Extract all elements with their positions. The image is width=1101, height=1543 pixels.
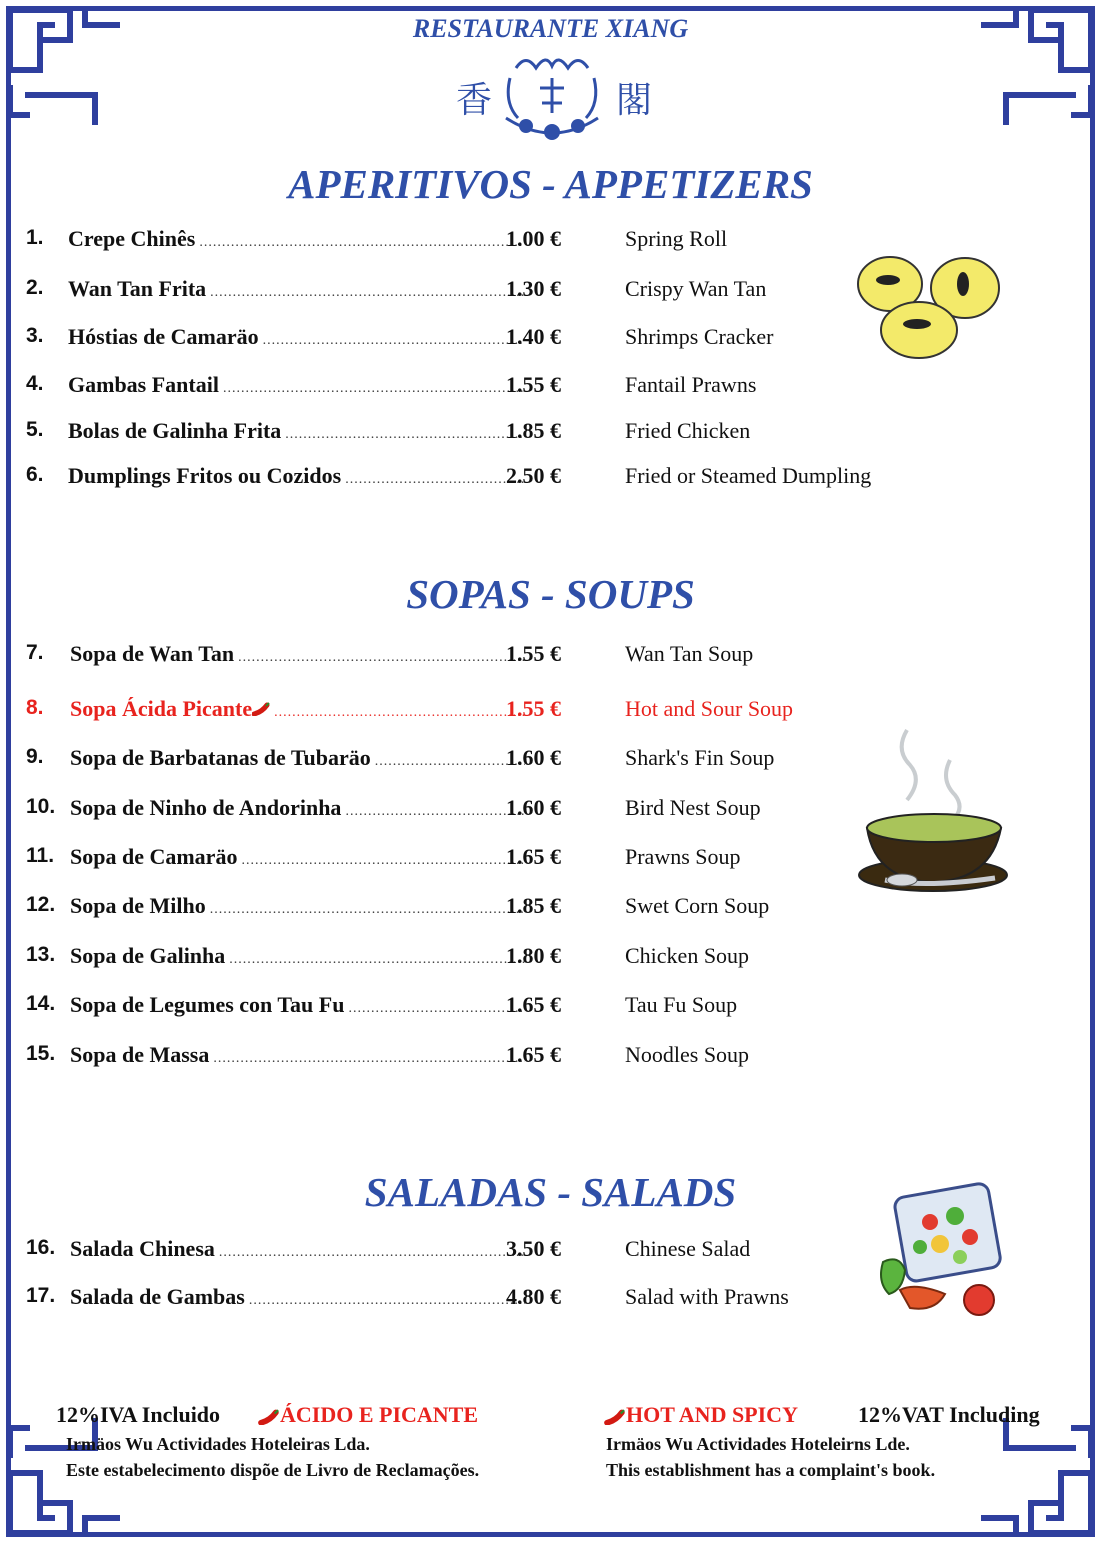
item-price: 1.80 € [506, 943, 561, 968]
item-name-en: Swet Corn Soup [625, 893, 770, 918]
menu-item [26, 992, 976, 1022]
item-number: 2. [26, 276, 44, 299]
item-price: 1.85 € [506, 893, 561, 918]
menu-item [26, 372, 976, 402]
menu-item [26, 844, 976, 874]
menu-item [26, 943, 976, 973]
item-number: 12. [26, 893, 56, 916]
item-price: 1.65 € [506, 844, 561, 869]
item-name-pt: Salada de Gambas ..... [70, 1284, 525, 1310]
item-number: 3. [26, 324, 44, 347]
item-number: 13. [26, 943, 56, 966]
item-name-en: Chicken Soup [625, 943, 750, 968]
menu-item [26, 418, 976, 448]
item-name-en: Salad with Prawns [625, 1284, 789, 1309]
item-number: 15. [26, 1042, 56, 1065]
item-number: 7. [26, 641, 44, 664]
item-name-en: Spring Roll [625, 226, 728, 251]
restaurant-name: RESTAURANTE XIANG [412, 14, 689, 43]
menu-item [26, 745, 976, 775]
item-name-en: Chinese Salad [625, 1236, 751, 1261]
menu-item-spicy [26, 696, 976, 726]
item-name-pt: Bolas de Galinha Frita ..... [68, 418, 523, 444]
footer-complaints-en: This establishment has a complaint's book. [606, 1460, 936, 1480]
item-number: 16. [26, 1236, 56, 1259]
item-number: 9. [26, 745, 44, 768]
menu-item [26, 641, 976, 671]
item-name-pt: Salada Chinesa ..... [70, 1236, 525, 1262]
menu-item [26, 463, 976, 493]
item-name-en: Hot and Sour Soup [625, 696, 794, 721]
item-price: 3.50 € [506, 1236, 561, 1261]
item-price: 1.30 € [506, 276, 561, 301]
footer-company-pt: Irmäos Wu Actividades Hoteleiras Lda. [66, 1434, 370, 1454]
menu-item [26, 893, 976, 923]
item-price: 1.65 € [506, 992, 561, 1017]
item-number: 14. [26, 992, 56, 1015]
item-price: 1.60 € [506, 795, 561, 820]
item-price: 1.40 € [506, 324, 561, 349]
item-number: 6. [26, 463, 44, 486]
menu-item [26, 795, 976, 825]
item-name-en: Noodles Soup [625, 1042, 750, 1067]
item-name-pt: Sopa de Camaräo ..... [70, 844, 525, 870]
footer-complaints-pt: Este estabelecimento dispõe de Livro de Reclamações. [66, 1460, 480, 1480]
item-name-pt: Sopa de Massa ..... [70, 1042, 525, 1068]
item-price: 1.60 € [506, 745, 561, 770]
item-name-pt: Sopa de Ninho de Andorinha ..... [70, 795, 525, 821]
item-name-en: Fried Chicken [625, 418, 751, 443]
item-price: 4.80 € [506, 1284, 561, 1309]
item-number: 5. [26, 418, 44, 441]
wonton-illustration-icon [855, 252, 1005, 362]
footer-hot-spicy: HOT AND SPICY [604, 1402, 798, 1428]
footer-company-en: Irmäos Wu Actividades Hoteleirns Lde. [606, 1434, 910, 1454]
chili-pepper-icon [604, 1409, 626, 1425]
item-name-pt: Gambas Fantail ..... [68, 372, 523, 398]
item-name-pt: Sopa de Legumes con Tau Fu ..... [70, 992, 525, 1018]
section-title-appetizers: APERITIVOS - APPETIZERS [288, 161, 813, 207]
footer-iva: 12%IVA Incluido [56, 1402, 221, 1427]
item-name-en: Fried or Steamed Dumpling [625, 463, 872, 488]
restaurant-logo-icon [496, 48, 608, 144]
item-name-pt: Sopa de Galinha ..... [70, 943, 525, 969]
item-price: 1.85 € [506, 418, 561, 443]
item-name-pt: Wan Tan Frita ..... [68, 276, 523, 302]
item-name-pt: Crepe Chinês ..... [68, 226, 523, 252]
menu-item [26, 324, 976, 354]
item-price: 1.55 € [506, 696, 561, 721]
menu-item [26, 1236, 976, 1266]
item-price: 1.55 € [506, 372, 561, 397]
item-name-pt: Sopa de Milho ..... [70, 893, 525, 919]
menu-item [26, 1284, 976, 1314]
chinese-char-left: 香 [456, 80, 493, 121]
item-name-pt: Hóstias de Camaräo ..... [68, 324, 523, 350]
item-number: 8. [26, 696, 44, 719]
item-number: 17. [26, 1284, 56, 1307]
menu-item [26, 226, 976, 256]
item-name-en: Prawns Soup [625, 844, 741, 869]
item-price: 1.00 € [506, 226, 561, 251]
item-number: 11. [26, 844, 55, 867]
item-name-pt: Sopa de Barbatanas de Tubaräo ..... [70, 745, 525, 771]
corner-ornament-bottom-right [971, 1413, 1101, 1543]
menu-item [26, 1042, 976, 1072]
item-name-en: Tau Fu Soup [625, 992, 738, 1017]
item-name-pt: Dumplings Fritos ou Cozidos ..... [68, 463, 523, 489]
item-name-en: Crispy Wan Tan [625, 276, 767, 301]
item-price: 2.50 € [506, 463, 561, 488]
item-name-en: Shark's Fin Soup [625, 745, 775, 770]
salad-bowl-illustration-icon [875, 1182, 1005, 1322]
item-price: 1.65 € [506, 1042, 561, 1067]
section-title-salads: SALADAS - SALADS [364, 1169, 737, 1215]
item-name-en: Shrimps Cracker [625, 324, 774, 349]
item-price: 1.55 € [506, 641, 561, 666]
chili-pepper-icon [252, 702, 270, 716]
footer-vat: 12%VAT Including [858, 1402, 1040, 1427]
chinese-char-right: 閣 [616, 80, 653, 121]
item-number: 10. [26, 795, 56, 818]
chili-pepper-icon [258, 1409, 280, 1425]
item-number: 4. [26, 372, 44, 395]
item-name-pt: Sopa Ácida Picante ..... [70, 696, 525, 722]
menu-item [26, 276, 976, 306]
soup-bowl-illustration-icon [855, 720, 1015, 900]
item-number: 1. [26, 226, 44, 249]
item-name-pt: Sopa de Wan Tan ..... [70, 641, 525, 667]
section-title-soups: SOPAS - SOUPS [406, 571, 695, 617]
footer-acido-picante: ÁCIDO E PICANTE [258, 1402, 478, 1428]
item-name-en: Bird Nest Soup [625, 795, 761, 820]
item-name-en: Fantail Prawns [625, 372, 757, 397]
item-name-en: Wan Tan Soup [625, 641, 754, 666]
